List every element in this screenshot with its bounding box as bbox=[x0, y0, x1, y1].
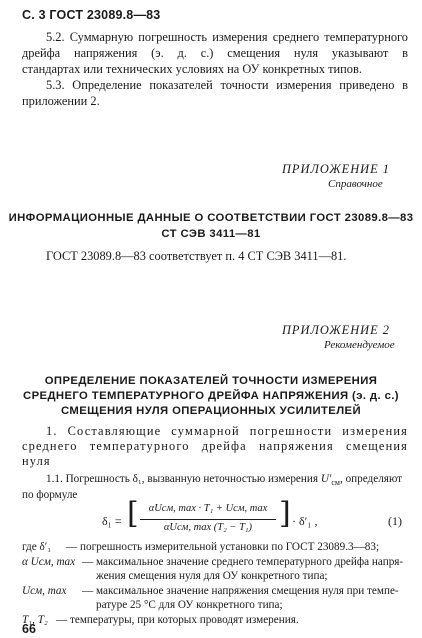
def-3-symbol: Uсм, max bbox=[22, 585, 67, 597]
def-1-symbol: где δ′₁ bbox=[22, 541, 52, 553]
item-1-line-1: 1. Составляющие суммарной погрешности измерения bbox=[46, 424, 408, 438]
item-1-1-text-start: 1.1. Погрешность δ₁, вызванную неточностью измерения bbox=[46, 473, 319, 485]
def-2-dash: — bbox=[82, 556, 94, 568]
def-1-text: погрешность измерительной установки по ГОСТ 23089.3—83; bbox=[80, 541, 380, 553]
page-number: 66 bbox=[22, 622, 36, 636]
def-2-text: максимальное значение среднего температурного дрейфа напря- bbox=[96, 556, 404, 568]
formula-denominator: αUсм, max (T₂ − T₁) bbox=[163, 522, 253, 533]
def-3-dash: — bbox=[82, 585, 94, 597]
formula-lhs: δ₁ = bbox=[102, 514, 122, 528]
item-1-1-text-end: , определяют bbox=[339, 473, 403, 485]
paragraph-5-3-line-1: 5.3. Определение показателей точности измерения приведено в bbox=[46, 78, 408, 92]
appendix-1-label: ПРИЛОЖЕНИЕ 1 bbox=[281, 162, 390, 176]
appendix-2-title-line-3: СМЕЩЕНИЯ НУЛЯ ОПЕРАЦИОННЫХ УСИЛИТЕЛЕЙ bbox=[61, 405, 361, 417]
appendix-1-subtitle: Справочное bbox=[328, 178, 383, 190]
appendix-2-subtitle: Рекомендуемое bbox=[324, 339, 395, 351]
formula-fraction-bar bbox=[140, 519, 276, 520]
def-4-dash: — bbox=[56, 614, 68, 626]
item-1-1-line-1 bbox=[46, 473, 402, 487]
item-1-line-3: нуля bbox=[22, 454, 51, 468]
appendix-2-label: ПРИЛОЖЕНИЕ 2 bbox=[281, 323, 390, 337]
def-1-dash: — bbox=[66, 541, 78, 553]
item-1-1-line-2: по формуле bbox=[22, 489, 78, 501]
formula-number: (1) bbox=[388, 514, 402, 528]
formula-tail: · δ′₁ , bbox=[292, 514, 318, 528]
paragraph-5-2-line-3: стандартах или технических условиях на ОУ конкретных типов. bbox=[22, 62, 362, 76]
appendix-1-title-line-2: СТ СЭВ 3411—81 bbox=[161, 228, 261, 240]
formula-right-bracket: ] bbox=[279, 496, 291, 531]
def-4-text: температуры, при которых проводят измерения. bbox=[70, 614, 299, 626]
def-3-text-cont: ратуре 25 °С для ОУ конкретного типа; bbox=[96, 599, 283, 611]
def-2-symbol: α Uсм, max bbox=[22, 556, 76, 568]
def-3-text: максимальное значение напряжения смещения нуля при темпе- bbox=[96, 585, 399, 597]
paragraph-5-3-line-2: приложении 2. bbox=[22, 94, 100, 108]
def-4-symbol: T₁, T₂ bbox=[22, 614, 48, 626]
def-2-text-cont: жения смещения нуля для ОУ конкретного типа; bbox=[96, 570, 328, 582]
formula-left-bracket: [ bbox=[127, 496, 139, 531]
appendix-1-body: ГОСТ 23089.8—83 соответствует п. 4 СТ СЭВ 3411—81. bbox=[46, 249, 347, 263]
appendix-2-title-line-2: СРЕДНЕГО ТЕМПЕРАТУРНОГО ДРЕЙФА НАПРЯЖЕНИЯ (э. д. с.) bbox=[23, 390, 399, 402]
appendix-2-title-line-1: ОПРЕДЕЛЕНИЕ ПОКАЗАТЕЛЕЙ ТОЧНОСТИ ИЗМЕРЕНИЯ bbox=[44, 375, 378, 387]
paragraph-5-2-line-2: дрейфа напряжения (э. д. с.) смещения нуля указывают в bbox=[22, 46, 408, 60]
item-1-1-symbol-sub: см bbox=[331, 478, 340, 488]
page-header: С. 3 ГОСТ 23089.8—83 bbox=[22, 8, 161, 22]
appendix-1-title-line-1: ИНФОРМАЦИОННЫЕ ДАННЫЕ О СООТВЕТСТВИИ ГОСТ 23089.8—83 bbox=[8, 212, 414, 224]
formula-numerator: αUсм, max · T₁ + Uсм, max bbox=[148, 503, 268, 514]
item-1-1-symbol: U′ bbox=[320, 473, 332, 485]
item-1-line-2: среднего температурного дрейфа напряжения смещения bbox=[22, 439, 408, 453]
paragraph-5-2-line-1: 5.2. Суммарную погрешность измерения среднего температурного bbox=[46, 30, 408, 44]
